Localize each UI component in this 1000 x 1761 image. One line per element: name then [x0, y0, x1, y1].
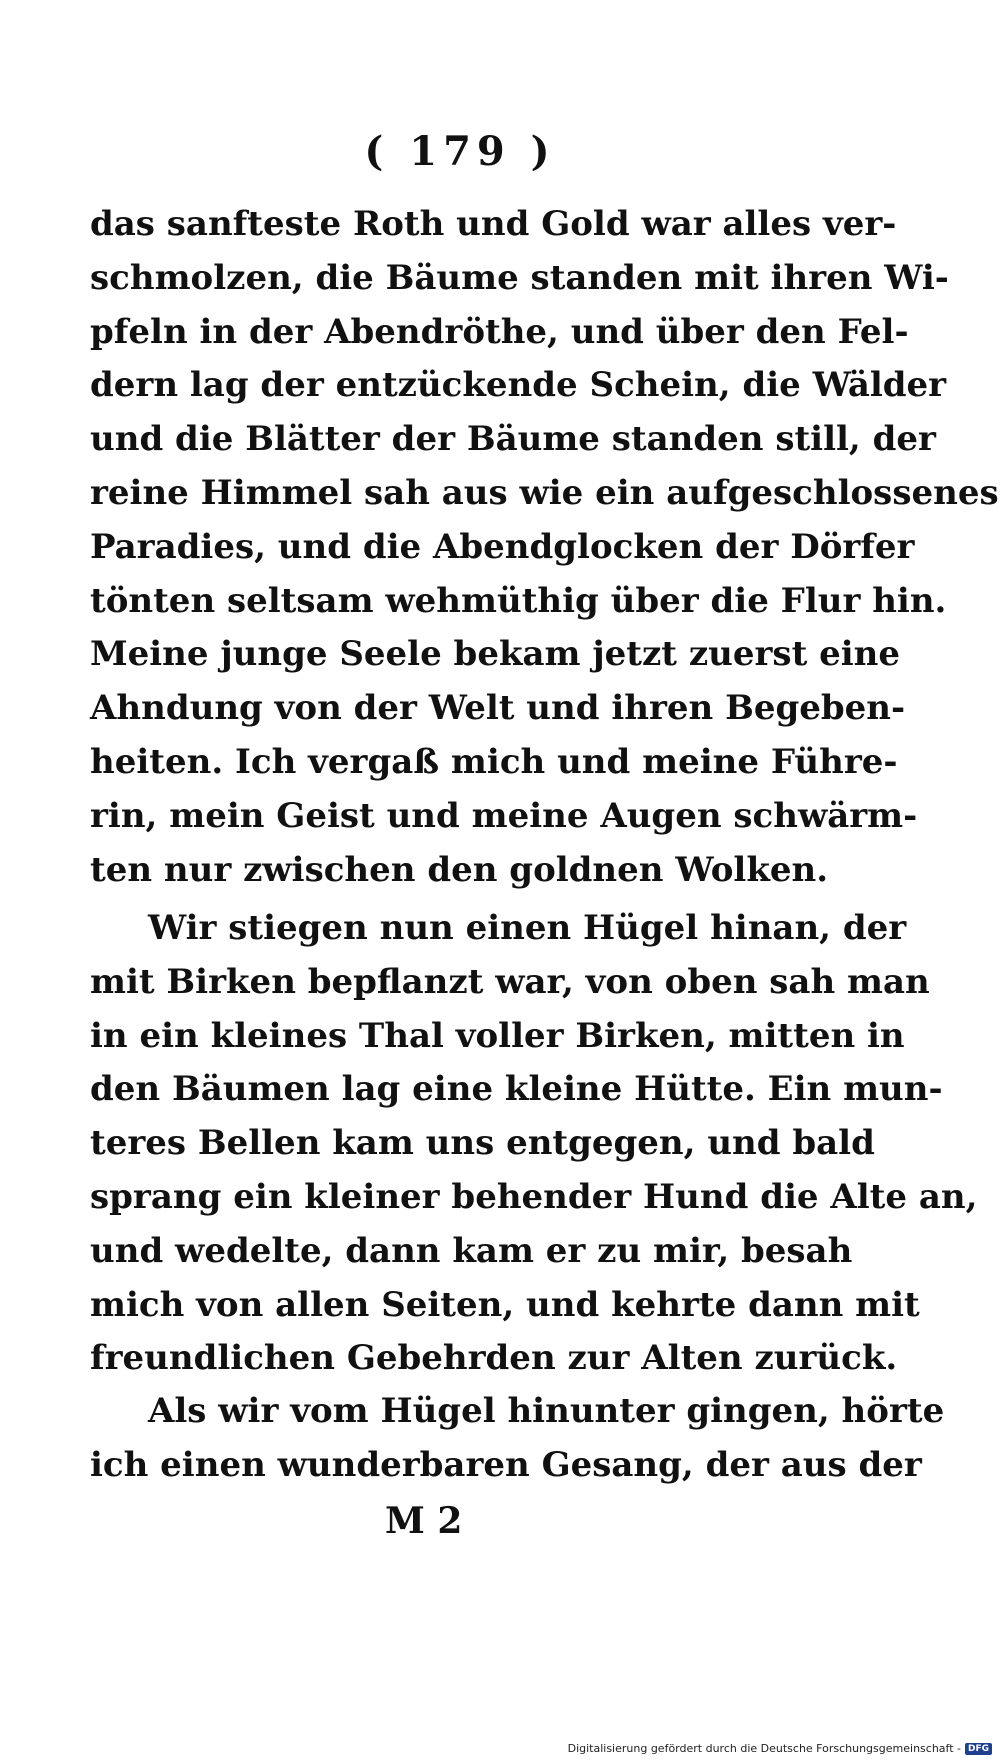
text-line: Als wir vom Hügel hinunter gingen, hörte	[148, 1391, 945, 1431]
text-line: in ein kleines Thal voller Birken, mitten in	[90, 1015, 905, 1056]
text-line: rin, mein Geist und meine Augen schwärm-	[90, 795, 918, 836]
text-line: das sanfteste Roth und Gold war alles ver-	[90, 204, 897, 244]
paragraph-1	[90, 198, 999, 897]
text-line: ich einen wunderbaren Gesang, der aus der	[90, 1444, 922, 1485]
text-line: und wedelte, dann kam er zu mir, besah	[90, 1230, 853, 1271]
catchword: M 2	[385, 1500, 463, 1542]
text-line: Paradies, und die Abendglocken der Dörfer	[90, 526, 915, 567]
paragraph-3	[90, 1385, 945, 1493]
text-line: mich von allen Seiten, und kehrte dann mit	[90, 1284, 920, 1325]
text-line: schmolzen, die Bäume standen mit ihren Wi-	[90, 257, 949, 298]
text-line: heiten. Ich vergaß mich und meine Führe-	[90, 741, 898, 782]
text-line: tönten seltsam wehmüthig über die Flur hin.	[90, 580, 947, 621]
paragraph-2	[90, 902, 978, 1386]
text-line: freundlichen Gebehrden zur Alten zurück.	[90, 1338, 898, 1379]
text-line: Ahndung von der Welt und ihren Begeben-	[90, 688, 906, 729]
text-line: pfeln in der Abendröthe, und über den Fel-	[90, 311, 909, 352]
page-number: ( 179 )	[364, 128, 556, 175]
text-line: den Bäumen lag eine kleine Hütte. Ein mun-	[90, 1069, 943, 1110]
text-line: reine Himmel sah aus wie ein aufgeschlossenes	[90, 472, 999, 513]
text-line: mit Birken bepflanzt war, von oben sah man	[90, 961, 930, 1002]
footer-text: Digitalisierung gefördert durch die Deutsche Forschungsgemeinschaft -	[567, 1742, 961, 1755]
text-line: ten nur zwischen den goldnen Wolken.	[90, 849, 829, 890]
text-line: Wir stiegen nun einen Hügel hinan, der	[148, 908, 907, 948]
text-line: dern lag der entzückende Schein, die Wälder	[90, 365, 947, 406]
text-line: sprang ein kleiner behender Hund die Alte an,	[90, 1176, 978, 1217]
text-line: Meine junge Seele bekam jetzt zuerst eine	[90, 634, 901, 675]
text-line: teres Bellen kam uns entgegen, und bald	[90, 1123, 875, 1164]
dfg-logo: DFG	[965, 1743, 992, 1755]
digitization-footer	[568, 1742, 992, 1755]
text-line: und die Blätter der Bäume standen still, der	[90, 419, 936, 460]
